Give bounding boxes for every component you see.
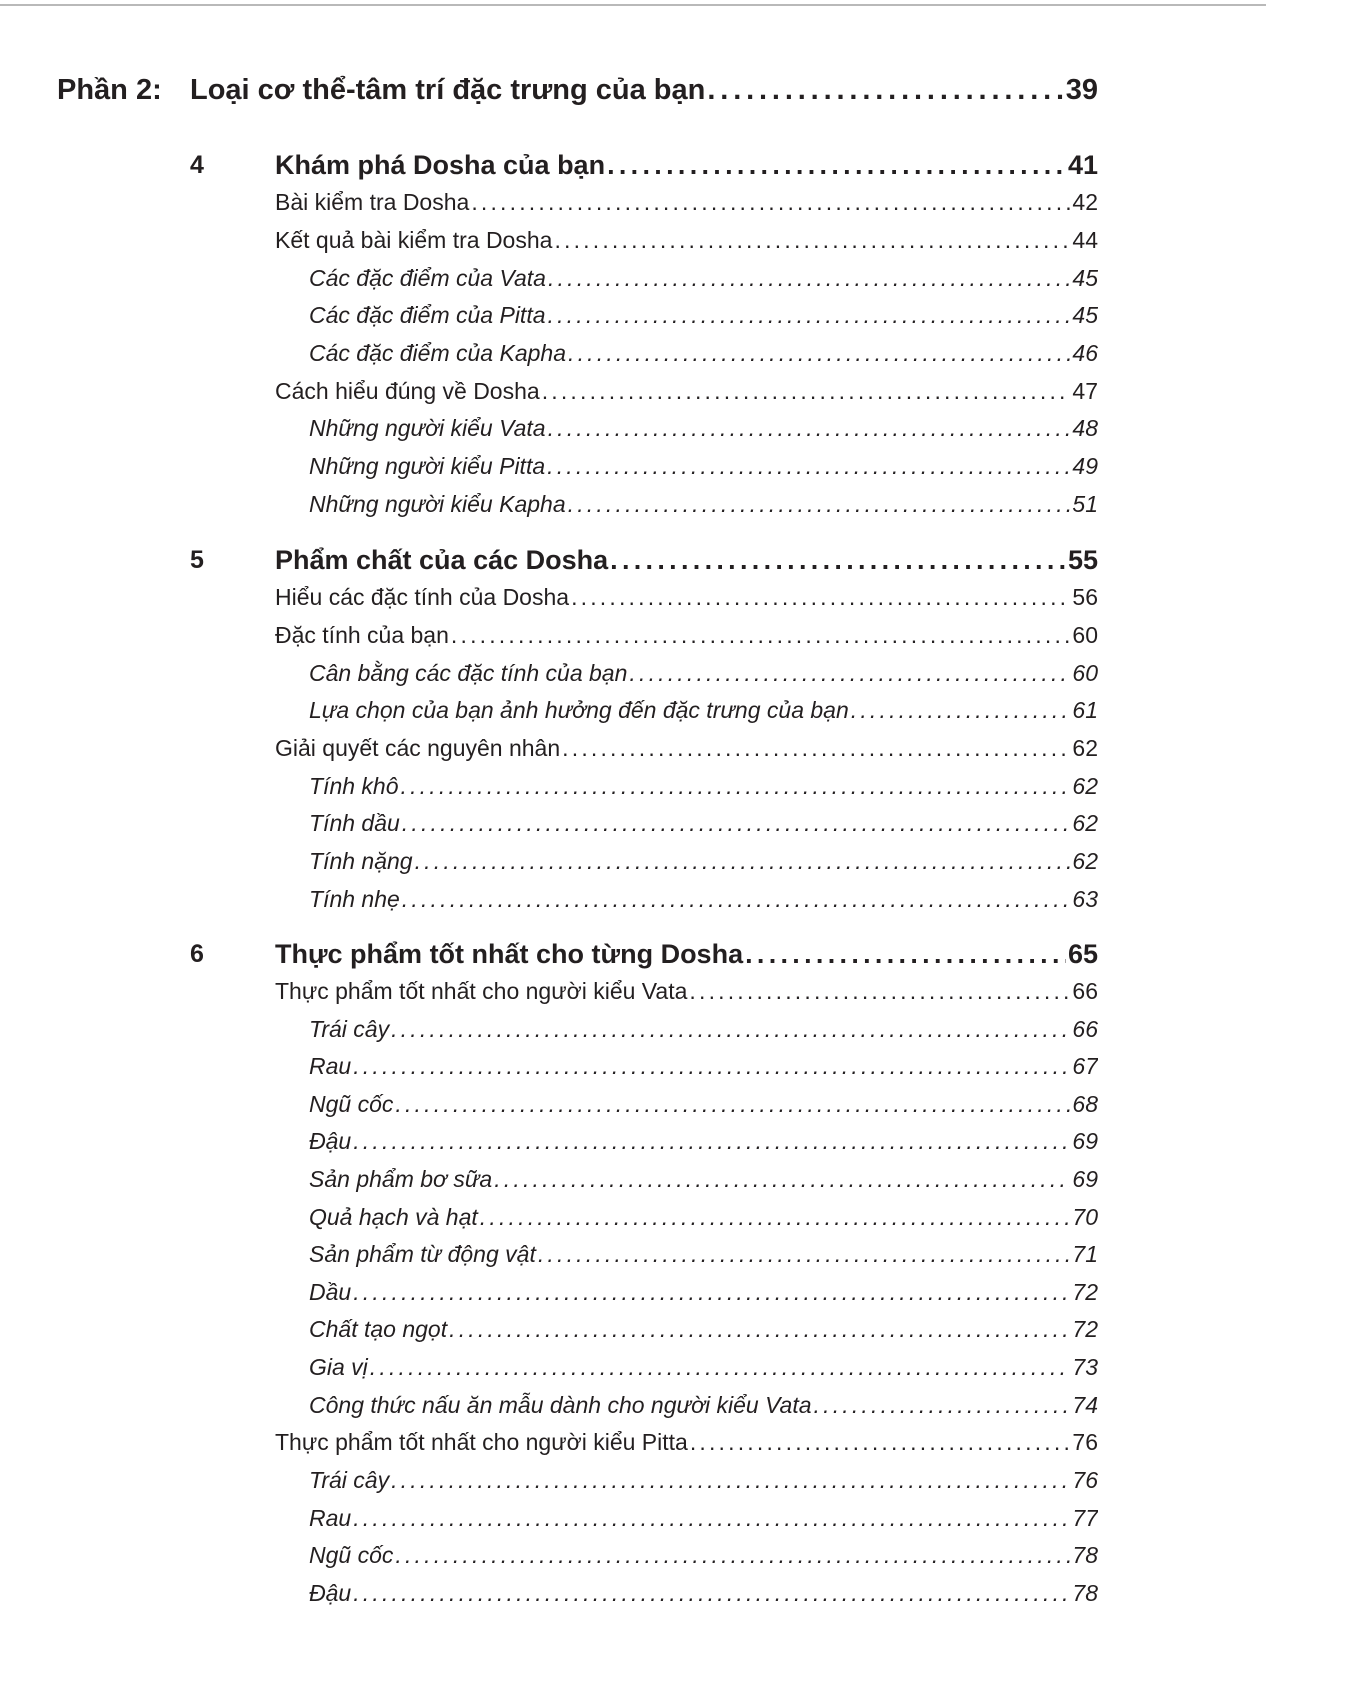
page-number: 65 <box>1067 939 1098 969</box>
entry-title: Tính khô <box>309 773 399 799</box>
toc-subentry[interactable] <box>309 660 1098 687</box>
entry-title: Rau <box>309 1053 352 1079</box>
page-number: 68 <box>1072 1091 1098 1117</box>
toc-subentry[interactable] <box>309 1542 1098 1569</box>
page-number: 44 <box>1072 227 1098 253</box>
page-number: 46 <box>1072 340 1098 366</box>
part-label: Phần 2: <box>57 74 162 106</box>
toc-subentry[interactable] <box>309 886 1098 913</box>
page-number: 72 <box>1072 1279 1098 1305</box>
dot-leader <box>401 773 1071 800</box>
toc-subentry[interactable] <box>309 453 1098 480</box>
page-number: 73 <box>1072 1354 1098 1380</box>
dot-leader <box>395 1091 1070 1118</box>
part-heading[interactable] <box>57 74 1098 107</box>
chapter-number: 6 <box>190 940 204 968</box>
page-number: 76 <box>1072 1429 1098 1455</box>
entry-title: Cân bằng các đặc tính của bạn <box>309 660 628 686</box>
top-rule <box>0 4 1266 6</box>
page-number: 66 <box>1072 978 1098 1004</box>
entry-title: Trái cây <box>309 1467 390 1493</box>
dot-leader <box>391 1016 1070 1043</box>
page-number: 60 <box>1072 660 1098 686</box>
entry-title: Giải quyết các nguyên nhân <box>275 735 561 761</box>
page-number: 55 <box>1067 545 1098 575</box>
entry-title: Lựa chọn của bạn ảnh hưởng đến đặc trưng của bạn <box>309 697 849 723</box>
toc-subentry[interactable] <box>309 1580 1098 1607</box>
page-number: 78 <box>1072 1580 1098 1606</box>
entry-title: Thực phẩm tốt nhất cho người kiểu Vata <box>275 978 688 1004</box>
entry-title: Sản phẩm bơ sữa <box>309 1166 493 1192</box>
chapter-title: Khám phá Dosha của bạn <box>275 150 606 180</box>
entry-title: Kết quả bài kiểm tra Dosha <box>275 227 553 253</box>
dot-leader <box>629 660 1070 687</box>
entry-title: Ngũ cốc <box>309 1542 394 1568</box>
toc-subentry[interactable] <box>309 1505 1098 1532</box>
entry-title: Những người kiểu Vata <box>309 415 546 441</box>
dot-leader <box>689 978 1070 1005</box>
toc-entry[interactable] <box>275 584 1098 611</box>
dot-leader <box>814 1392 1071 1419</box>
toc-subentry[interactable] <box>309 1241 1098 1268</box>
page-number: 72 <box>1072 1316 1098 1342</box>
dot-leader <box>402 886 1071 913</box>
page-number: 67 <box>1072 1053 1098 1079</box>
dot-leader <box>607 150 1066 181</box>
entry-title: Thực phẩm tốt nhất cho người kiểu Pitta <box>275 1429 688 1455</box>
toc-entry[interactable] <box>275 622 1098 649</box>
toc-subentry[interactable] <box>309 1316 1098 1343</box>
toc-subentry[interactable] <box>309 415 1098 442</box>
entry-title: Các đặc điểm của Pitta <box>309 302 546 328</box>
dot-leader <box>402 810 1071 837</box>
chapter-title: Phẩm chất của các Dosha <box>275 545 609 575</box>
dot-leader <box>415 848 1071 875</box>
chapter-title: Thực phẩm tốt nhất cho từng Dosha <box>275 939 744 969</box>
chapter-heading[interactable] <box>275 150 1098 181</box>
chapter-number: 5 <box>190 546 204 574</box>
dot-leader <box>851 697 1071 724</box>
dot-leader <box>562 735 1070 762</box>
entry-title: Công thức nấu ăn mẫu dành cho người kiểu Vata <box>309 1392 812 1418</box>
toc-entry[interactable] <box>275 378 1098 405</box>
toc-subentry[interactable] <box>309 1091 1098 1118</box>
toc-subentry[interactable] <box>309 1016 1098 1043</box>
entry-title: Dầu <box>309 1279 352 1305</box>
toc-subentry[interactable] <box>309 848 1098 875</box>
entry-title: Đậu <box>309 1128 352 1154</box>
page-number: 63 <box>1072 886 1098 912</box>
page-number: 77 <box>1072 1505 1098 1531</box>
entry-title: Bài kiểm tra Dosha <box>275 189 470 215</box>
entry-title: Cách hiểu đúng về Dosha <box>275 378 540 404</box>
entry-title: Quả hạch và hạt <box>309 1204 478 1230</box>
chapter-heading[interactable] <box>275 545 1098 576</box>
page-number: 62 <box>1072 848 1098 874</box>
dot-leader <box>353 1580 1070 1607</box>
page-number: 78 <box>1072 1542 1098 1568</box>
entry-title: Những người kiểu Kapha <box>309 491 566 517</box>
toc-entry[interactable] <box>275 189 1098 216</box>
toc-subentry[interactable] <box>309 1166 1098 1193</box>
page-number: 62 <box>1072 773 1098 799</box>
dot-leader <box>542 378 1071 405</box>
page-number: 74 <box>1072 1392 1098 1418</box>
toc-subentry[interactable] <box>309 491 1098 518</box>
page-number: 47 <box>1072 378 1098 404</box>
dot-leader <box>568 491 1071 518</box>
dot-leader <box>391 1467 1070 1494</box>
entry-title: Đậu <box>309 1580 352 1606</box>
page-number: 45 <box>1072 302 1098 328</box>
toc-subentry[interactable] <box>309 1279 1098 1306</box>
dot-leader <box>370 1354 1071 1381</box>
entry-title: Gia vị <box>309 1354 368 1380</box>
dot-leader <box>548 302 1071 329</box>
toc-subentry[interactable] <box>309 697 1098 724</box>
toc-subentry[interactable] <box>309 1392 1098 1419</box>
toc-subentry[interactable] <box>309 302 1098 329</box>
page-number: 76 <box>1072 1467 1098 1493</box>
toc-subentry[interactable] <box>309 265 1098 292</box>
entry-title: Những người kiểu Pitta <box>309 453 546 479</box>
page-number: 70 <box>1072 1204 1098 1230</box>
page-number: 51 <box>1072 491 1098 517</box>
page-number: 62 <box>1072 810 1098 836</box>
toc-entry[interactable] <box>275 1429 1098 1456</box>
entry-title: Tính nặng <box>309 848 413 874</box>
entry-title: Trái cây <box>309 1016 390 1042</box>
entry-title: Hiểu các đặc tính của Dosha <box>275 584 570 610</box>
toc-entry[interactable] <box>275 227 1098 254</box>
entry-title: Chất tạo ngọt <box>309 1316 448 1342</box>
toc-subentry[interactable] <box>309 773 1098 800</box>
toc-entry[interactable] <box>275 978 1098 1005</box>
page-number: 49 <box>1072 453 1098 479</box>
page-number: 60 <box>1072 622 1098 648</box>
dot-leader <box>353 1128 1070 1155</box>
dot-leader <box>353 1279 1070 1306</box>
dot-leader <box>690 1429 1071 1456</box>
toc-subentry[interactable] <box>309 1354 1098 1381</box>
page-number: 61 <box>1072 697 1098 723</box>
dot-leader <box>480 1204 1071 1231</box>
dot-leader <box>451 622 1071 649</box>
dot-leader <box>707 74 1063 107</box>
entry-title: Tính nhẹ <box>309 886 400 912</box>
entry-title: Các đặc điểm của Vata <box>309 265 546 291</box>
toc-subentry[interactable] <box>309 1204 1098 1231</box>
entry-title: Sản phẩm từ động vật <box>309 1241 536 1267</box>
dot-leader <box>568 340 1070 367</box>
page-number: 56 <box>1072 584 1098 610</box>
page-number: 45 <box>1072 265 1098 291</box>
toc-subentry[interactable] <box>309 1128 1098 1155</box>
dot-leader <box>571 584 1070 611</box>
entry-title: Tính dầu <box>309 810 400 836</box>
dot-leader <box>547 453 1070 480</box>
page-number: 71 <box>1072 1241 1098 1267</box>
dot-leader <box>548 415 1071 442</box>
page-number: 69 <box>1072 1128 1098 1154</box>
dot-leader <box>745 939 1066 970</box>
entry-title: Ngũ cốc <box>309 1091 394 1117</box>
page-number: 62 <box>1072 735 1098 761</box>
entry-title: Rau <box>309 1505 352 1531</box>
chapter-heading[interactable] <box>275 939 1098 970</box>
dot-leader <box>538 1241 1071 1268</box>
chapter-number: 4 <box>190 151 204 179</box>
page-number: 69 <box>1072 1166 1098 1192</box>
toc-subentry[interactable] <box>309 340 1098 367</box>
toc-subentry[interactable] <box>309 1053 1098 1080</box>
dot-leader <box>449 1316 1070 1343</box>
dot-leader <box>353 1053 1070 1080</box>
page-number: 66 <box>1072 1016 1098 1042</box>
page-number: 48 <box>1072 415 1098 441</box>
page-number: 39 <box>1065 74 1098 106</box>
entry-title: Các đặc điểm của Kapha <box>309 340 566 366</box>
part-title: Loại cơ thể-tâm trí đặc trưng của bạn <box>190 74 706 106</box>
dot-leader <box>554 227 1070 254</box>
dot-leader <box>610 545 1066 576</box>
dot-leader <box>548 265 1070 292</box>
toc-subentry[interactable] <box>309 810 1098 837</box>
toc-subentry[interactable] <box>309 1467 1098 1494</box>
toc-entry[interactable] <box>275 735 1098 762</box>
dot-leader <box>494 1166 1070 1193</box>
dot-leader <box>353 1505 1070 1532</box>
page-number: 41 <box>1067 150 1098 180</box>
entry-title: Đặc tính của bạn <box>275 622 449 648</box>
page-number: 42 <box>1072 189 1098 215</box>
dot-leader <box>471 189 1070 216</box>
dot-leader <box>395 1542 1070 1569</box>
